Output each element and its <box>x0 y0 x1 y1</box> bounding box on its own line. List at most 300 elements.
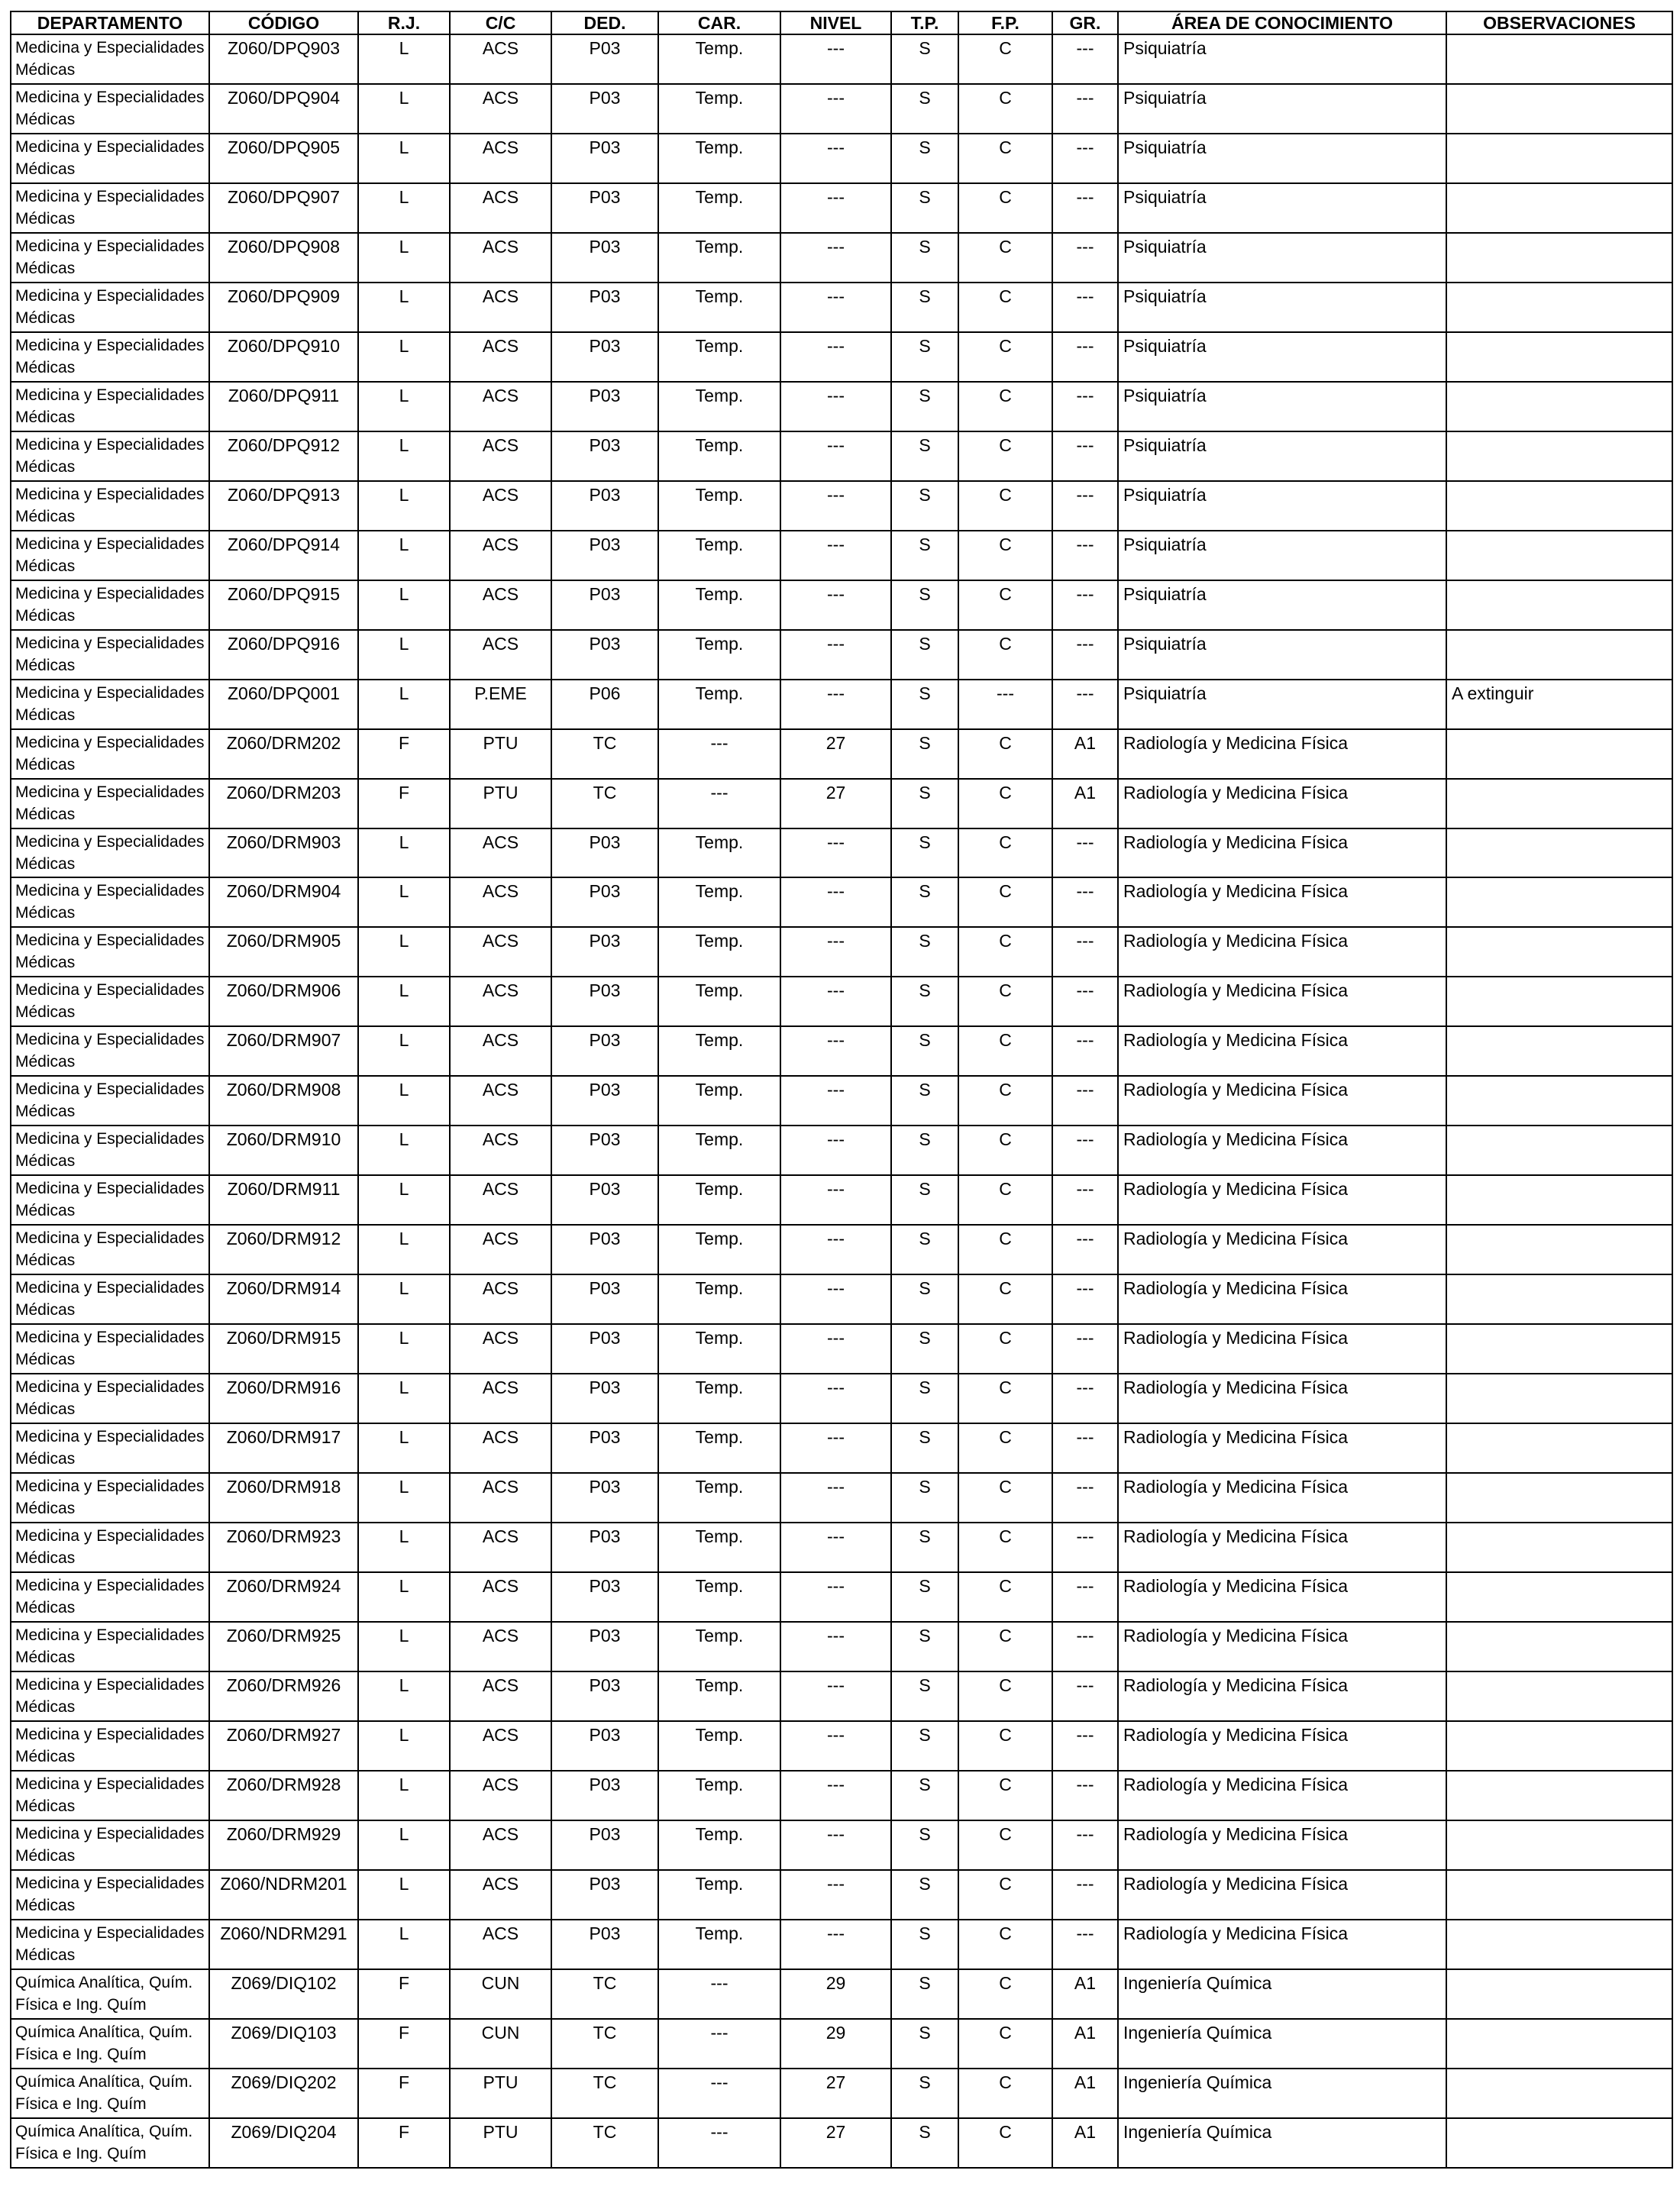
table-row <box>11 927 1672 977</box>
cell-tp: S <box>891 34 958 84</box>
cell-observaciones <box>1446 1572 1672 1622</box>
cell-car: Temp. <box>658 332 780 382</box>
table-row <box>11 1671 1672 1721</box>
cell-car: Temp. <box>658 183 780 233</box>
cell-departamento: Medicina y Especialidades Médicas <box>11 84 209 134</box>
cell-nivel: --- <box>780 1572 891 1622</box>
cell-tp: S <box>891 2019 958 2069</box>
cell-rj: L <box>358 481 450 531</box>
header-ded: DED. <box>551 11 658 34</box>
cell-rj: L <box>358 1374 450 1423</box>
cell-observaciones <box>1446 2019 1672 2069</box>
cell-tp: S <box>891 580 958 630</box>
cell-area: Psiquiatría <box>1118 382 1446 431</box>
cell-area: Radiología y Medicina Física <box>1118 1622 1446 1671</box>
cell-departamento: Medicina y Especialidades Médicas <box>11 183 209 233</box>
cell-fp: C <box>958 1671 1052 1721</box>
cell-area: Ingeniería Química <box>1118 2019 1446 2069</box>
cell-rj: L <box>358 927 450 977</box>
cell-departamento: Medicina y Especialidades Médicas <box>11 531 209 580</box>
table-row <box>11 1820 1672 1870</box>
cell-nivel: --- <box>780 1225 891 1274</box>
table-row <box>11 1920 1672 1969</box>
header-area: ÁREA DE CONOCIMIENTO <box>1118 11 1446 34</box>
cell-tp: S <box>891 1870 958 1920</box>
cell-codigo: Z060/DRM911 <box>209 1175 358 1225</box>
cell-codigo: Z060/DRM914 <box>209 1274 358 1324</box>
cell-car: Temp. <box>658 1523 780 1572</box>
cell-codigo: Z069/DIQ204 <box>209 2118 358 2168</box>
cell-fp: C <box>958 877 1052 927</box>
cell-gr: --- <box>1052 580 1118 630</box>
cell-nivel: --- <box>780 84 891 134</box>
cell-gr: --- <box>1052 630 1118 680</box>
cell-tp: S <box>891 877 958 927</box>
cell-fp: C <box>958 2069 1052 2118</box>
cell-codigo: Z060/NDRM201 <box>209 1870 358 1920</box>
cell-area: Psiquiatría <box>1118 630 1446 680</box>
cell-nivel: 27 <box>780 779 891 828</box>
cell-ded: P03 <box>551 1920 658 1969</box>
cell-codigo: Z060/DPQ911 <box>209 382 358 431</box>
cell-ded: TC <box>551 1969 658 2019</box>
table-row <box>11 1870 1672 1920</box>
cell-observaciones <box>1446 481 1672 531</box>
cell-rj: L <box>358 1920 450 1969</box>
cell-rj: L <box>358 1771 450 1820</box>
table-row <box>11 531 1672 580</box>
cell-ded: TC <box>551 779 658 828</box>
cell-departamento: Medicina y Especialidades Médicas <box>11 134 209 183</box>
cell-observaciones <box>1446 1076 1672 1126</box>
cell-ded: P03 <box>551 1622 658 1671</box>
cell-tp: S <box>891 630 958 680</box>
cell-area: Psiquiatría <box>1118 134 1446 183</box>
cell-fp: C <box>958 1969 1052 2019</box>
cell-ded: P03 <box>551 1026 658 1076</box>
cell-car: --- <box>658 2118 780 2168</box>
table-body <box>11 34 1672 2168</box>
cell-area: Psiquiatría <box>1118 580 1446 630</box>
cell-gr: --- <box>1052 1622 1118 1671</box>
cell-nivel: --- <box>780 927 891 977</box>
cell-nivel: --- <box>780 283 891 332</box>
cell-nivel: --- <box>780 630 891 680</box>
table-row <box>11 2118 1672 2168</box>
cell-rj: F <box>358 2069 450 2118</box>
cell-codigo: Z060/DRM917 <box>209 1423 358 1473</box>
cell-cc: ACS <box>450 927 551 977</box>
cell-fp: C <box>958 34 1052 84</box>
cell-observaciones <box>1446 233 1672 283</box>
cell-cc: ACS <box>450 1374 551 1423</box>
cell-ded: TC <box>551 2118 658 2168</box>
table-row <box>11 2069 1672 2118</box>
cell-nivel: --- <box>780 1671 891 1721</box>
cell-car: Temp. <box>658 1721 780 1771</box>
cell-gr: A1 <box>1052 779 1118 828</box>
cell-ded: P03 <box>551 877 658 927</box>
cell-car: Temp. <box>658 1473 780 1523</box>
cell-car: Temp. <box>658 1076 780 1126</box>
cell-rj: L <box>358 1671 450 1721</box>
cell-observaciones <box>1446 580 1672 630</box>
cell-ded: P03 <box>551 1225 658 1274</box>
cell-departamento: Medicina y Especialidades Médicas <box>11 1423 209 1473</box>
cell-observaciones <box>1446 1920 1672 1969</box>
cell-tp: S <box>891 1820 958 1870</box>
cell-departamento: Medicina y Especialidades Médicas <box>11 1572 209 1622</box>
cell-cc: CUN <box>450 2019 551 2069</box>
cell-nivel: --- <box>780 1324 891 1374</box>
cell-observaciones <box>1446 1969 1672 2019</box>
cell-rj: F <box>358 2019 450 2069</box>
cell-car: --- <box>658 2069 780 2118</box>
cell-codigo: Z060/DPQ905 <box>209 134 358 183</box>
cell-area: Psiquiatría <box>1118 84 1446 134</box>
cell-ded: TC <box>551 729 658 779</box>
cell-rj: L <box>358 1721 450 1771</box>
cell-car: Temp. <box>658 580 780 630</box>
cell-codigo: Z060/DRM918 <box>209 1473 358 1523</box>
table-row <box>11 1225 1672 1274</box>
cell-fp: C <box>958 233 1052 283</box>
cell-fp: C <box>958 2118 1052 2168</box>
cell-tp: S <box>891 1225 958 1274</box>
cell-gr: --- <box>1052 481 1118 531</box>
cell-observaciones <box>1446 2118 1672 2168</box>
cell-ded: P03 <box>551 332 658 382</box>
cell-nivel: --- <box>780 877 891 927</box>
table-row <box>11 183 1672 233</box>
cell-gr: --- <box>1052 1274 1118 1324</box>
cell-ded: P03 <box>551 1572 658 1622</box>
table-row <box>11 1374 1672 1423</box>
cell-codigo: Z060/DPQ914 <box>209 531 358 580</box>
header-codigo: CÓDIGO <box>209 11 358 34</box>
cell-area: Ingeniería Química <box>1118 2069 1446 2118</box>
cell-codigo: Z060/DRM203 <box>209 779 358 828</box>
cell-codigo: Z060/DRM924 <box>209 1572 358 1622</box>
cell-departamento: Medicina y Especialidades Médicas <box>11 630 209 680</box>
table-row <box>11 1324 1672 1374</box>
cell-area: Psiquiatría <box>1118 283 1446 332</box>
cell-car: Temp. <box>658 1622 780 1671</box>
cell-fp: --- <box>958 680 1052 729</box>
cell-area: Radiología y Medicina Física <box>1118 1920 1446 1969</box>
cell-car: Temp. <box>658 481 780 531</box>
cell-gr: --- <box>1052 283 1118 332</box>
cell-fp: C <box>958 84 1052 134</box>
cell-car: Temp. <box>658 382 780 431</box>
cell-nivel: --- <box>780 1175 891 1225</box>
cell-car: Temp. <box>658 531 780 580</box>
cell-fp: C <box>958 2019 1052 2069</box>
cell-departamento: Medicina y Especialidades Médicas <box>11 1324 209 1374</box>
cell-tp: S <box>891 1771 958 1820</box>
cell-departamento: Medicina y Especialidades Médicas <box>11 1473 209 1523</box>
cell-cc: ACS <box>450 84 551 134</box>
cell-gr: --- <box>1052 1473 1118 1523</box>
cell-fp: C <box>958 1622 1052 1671</box>
cell-car: Temp. <box>658 1572 780 1622</box>
cell-nivel: --- <box>780 828 891 878</box>
cell-tp: S <box>891 2118 958 2168</box>
cell-tp: S <box>891 1126 958 1175</box>
cell-ded: P03 <box>551 84 658 134</box>
cell-nivel: --- <box>780 183 891 233</box>
cell-ded: P03 <box>551 1175 658 1225</box>
cell-rj: L <box>358 877 450 927</box>
cell-observaciones <box>1446 1126 1672 1175</box>
header-tp: T.P. <box>891 11 958 34</box>
cell-codigo: Z069/DIQ202 <box>209 2069 358 2118</box>
cell-ded: P03 <box>551 1721 658 1771</box>
cell-rj: L <box>358 1622 450 1671</box>
cell-rj: L <box>358 134 450 183</box>
cell-cc: ACS <box>450 1026 551 1076</box>
table-row <box>11 34 1672 84</box>
cell-gr: --- <box>1052 431 1118 481</box>
cell-departamento: Medicina y Especialidades Médicas <box>11 828 209 878</box>
cell-ded: P03 <box>551 134 658 183</box>
cell-departamento: Medicina y Especialidades Médicas <box>11 1671 209 1721</box>
table-row <box>11 877 1672 927</box>
cell-nivel: 29 <box>780 2019 891 2069</box>
header-gr: GR. <box>1052 11 1118 34</box>
cell-area: Ingeniería Química <box>1118 1969 1446 2019</box>
table-row <box>11 630 1672 680</box>
cell-ded: P03 <box>551 382 658 431</box>
table-row <box>11 481 1672 531</box>
cell-nivel: --- <box>780 382 891 431</box>
cell-observaciones <box>1446 1622 1672 1671</box>
cell-cc: ACS <box>450 877 551 927</box>
header-cc: C/C <box>450 11 551 34</box>
cell-observaciones <box>1446 431 1672 481</box>
cell-observaciones <box>1446 630 1672 680</box>
cell-fp: C <box>958 1076 1052 1126</box>
cell-area: Psiquiatría <box>1118 34 1446 84</box>
cell-gr: A1 <box>1052 2069 1118 2118</box>
cell-departamento: Medicina y Especialidades Médicas <box>11 233 209 283</box>
cell-codigo: Z060/DPQ912 <box>209 431 358 481</box>
cell-nivel: 27 <box>780 729 891 779</box>
cell-nivel: --- <box>780 531 891 580</box>
cell-cc: ACS <box>450 1671 551 1721</box>
cell-codigo: Z060/DRM905 <box>209 927 358 977</box>
cell-nivel: --- <box>780 1374 891 1423</box>
cell-tp: S <box>891 1324 958 1374</box>
cell-tp: S <box>891 1572 958 1622</box>
table-row <box>11 431 1672 481</box>
cell-ded: P03 <box>551 580 658 630</box>
header-car: CAR. <box>658 11 780 34</box>
cell-fp: C <box>958 1473 1052 1523</box>
cell-rj: L <box>358 1572 450 1622</box>
table-row <box>11 1721 1672 1771</box>
cell-nivel: --- <box>780 431 891 481</box>
cell-fp: C <box>958 1423 1052 1473</box>
cell-area: Psiquiatría <box>1118 481 1446 531</box>
cell-car: Temp. <box>658 1820 780 1870</box>
cell-area: Radiología y Medicina Física <box>1118 1820 1446 1870</box>
cell-codigo: Z060/DRM928 <box>209 1771 358 1820</box>
cell-rj: L <box>358 630 450 680</box>
cell-ded: P03 <box>551 1820 658 1870</box>
cell-cc: CUN <box>450 1969 551 2019</box>
cell-departamento: Medicina y Especialidades Médicas <box>11 283 209 332</box>
cell-fp: C <box>958 779 1052 828</box>
cell-fp: C <box>958 183 1052 233</box>
cell-cc: ACS <box>450 1870 551 1920</box>
cell-car: Temp. <box>658 84 780 134</box>
cell-rj: L <box>358 1126 450 1175</box>
cell-codigo: Z060/DPQ904 <box>209 84 358 134</box>
cell-observaciones <box>1446 1324 1672 1374</box>
cell-cc: PTU <box>450 2118 551 2168</box>
cell-ded: P03 <box>551 1423 658 1473</box>
cell-nivel: --- <box>780 1771 891 1820</box>
cell-fp: C <box>958 531 1052 580</box>
cell-area: Psiquiatría <box>1118 531 1446 580</box>
cell-cc: PTU <box>450 729 551 779</box>
table-row <box>11 1274 1672 1324</box>
cell-ded: P03 <box>551 1324 658 1374</box>
cell-departamento: Química Analítica, Quím. Física e Ing. Quím <box>11 2069 209 2118</box>
cell-nivel: 27 <box>780 2118 891 2168</box>
cell-area: Radiología y Medicina Física <box>1118 1523 1446 1572</box>
cell-fp: C <box>958 1820 1052 1870</box>
cell-car: Temp. <box>658 1671 780 1721</box>
cell-gr: --- <box>1052 680 1118 729</box>
cell-observaciones <box>1446 1274 1672 1324</box>
cell-fp: C <box>958 1274 1052 1324</box>
cell-gr: --- <box>1052 1423 1118 1473</box>
table-row <box>11 779 1672 828</box>
cell-cc: ACS <box>450 828 551 878</box>
cell-observaciones <box>1446 382 1672 431</box>
cell-departamento: Medicina y Especialidades Médicas <box>11 1175 209 1225</box>
cell-observaciones <box>1446 828 1672 878</box>
table-row <box>11 1423 1672 1473</box>
cell-rj: L <box>358 283 450 332</box>
cell-ded: P03 <box>551 1473 658 1523</box>
cell-nivel: --- <box>780 1870 891 1920</box>
cell-gr: --- <box>1052 1126 1118 1175</box>
cell-tp: S <box>891 431 958 481</box>
cell-nivel: 29 <box>780 1969 891 2019</box>
cell-car: Temp. <box>658 1175 780 1225</box>
cell-ded: TC <box>551 2019 658 2069</box>
header-observaciones: OBSERVACIONES <box>1446 11 1672 34</box>
table-row <box>11 1473 1672 1523</box>
cell-observaciones <box>1446 1523 1672 1572</box>
cell-observaciones <box>1446 1721 1672 1771</box>
cell-rj: L <box>358 1274 450 1324</box>
cell-departamento: Medicina y Especialidades Médicas <box>11 1622 209 1671</box>
table-row <box>11 84 1672 134</box>
cell-departamento: Medicina y Especialidades Médicas <box>11 1820 209 1870</box>
cell-gr: --- <box>1052 927 1118 977</box>
header-fp: F.P. <box>958 11 1052 34</box>
cell-ded: P03 <box>551 1523 658 1572</box>
cell-codigo: Z060/DRM906 <box>209 977 358 1026</box>
positions-table <box>10 11 1673 2169</box>
cell-gr: A1 <box>1052 2118 1118 2168</box>
cell-gr: --- <box>1052 1771 1118 1820</box>
cell-gr: A1 <box>1052 729 1118 779</box>
cell-nivel: --- <box>780 977 891 1026</box>
cell-car: Temp. <box>658 927 780 977</box>
cell-car: Temp. <box>658 680 780 729</box>
cell-area: Radiología y Medicina Física <box>1118 1225 1446 1274</box>
cell-ded: P03 <box>551 283 658 332</box>
cell-car: Temp. <box>658 233 780 283</box>
cell-tp: S <box>891 183 958 233</box>
cell-nivel: --- <box>780 1076 891 1126</box>
cell-nivel: --- <box>780 233 891 283</box>
cell-rj: L <box>358 580 450 630</box>
cell-area: Radiología y Medicina Física <box>1118 977 1446 1026</box>
cell-cc: ACS <box>450 431 551 481</box>
cell-rj: F <box>358 729 450 779</box>
cell-rj: L <box>358 1026 450 1076</box>
cell-nivel: --- <box>780 134 891 183</box>
cell-car: Temp. <box>658 283 780 332</box>
cell-codigo: Z060/DRM907 <box>209 1026 358 1076</box>
cell-departamento: Química Analítica, Quím. Física e Ing. Quím <box>11 1969 209 2019</box>
cell-area: Radiología y Medicina Física <box>1118 1572 1446 1622</box>
cell-ded: P03 <box>551 531 658 580</box>
cell-observaciones <box>1446 531 1672 580</box>
cell-ded: P03 <box>551 1671 658 1721</box>
table-row <box>11 580 1672 630</box>
cell-ded: P06 <box>551 680 658 729</box>
cell-area: Radiología y Medicina Física <box>1118 1721 1446 1771</box>
cell-gr: --- <box>1052 1721 1118 1771</box>
cell-codigo: Z060/DRM912 <box>209 1225 358 1274</box>
cell-nivel: --- <box>780 332 891 382</box>
cell-fp: C <box>958 1870 1052 1920</box>
cell-observaciones <box>1446 1374 1672 1423</box>
cell-fp: C <box>958 1572 1052 1622</box>
cell-area: Radiología y Medicina Física <box>1118 729 1446 779</box>
cell-cc: ACS <box>450 134 551 183</box>
cell-codigo: Z069/DIQ102 <box>209 1969 358 2019</box>
cell-tp: S <box>891 481 958 531</box>
cell-tp: S <box>891 233 958 283</box>
cell-observaciones <box>1446 1225 1672 1274</box>
table-row <box>11 729 1672 779</box>
cell-codigo: Z060/DPQ909 <box>209 283 358 332</box>
cell-nivel: --- <box>780 580 891 630</box>
cell-departamento: Medicina y Especialidades Médicas <box>11 1721 209 1771</box>
cell-area: Psiquiatría <box>1118 233 1446 283</box>
cell-departamento: Medicina y Especialidades Médicas <box>11 1523 209 1572</box>
cell-cc: ACS <box>450 1473 551 1523</box>
header-nivel: NIVEL <box>780 11 891 34</box>
cell-car: Temp. <box>658 1126 780 1175</box>
cell-cc: PTU <box>450 2069 551 2118</box>
cell-area: Radiología y Medicina Física <box>1118 1324 1446 1374</box>
cell-tp: S <box>891 134 958 183</box>
cell-tp: S <box>891 1076 958 1126</box>
table-row <box>11 1523 1672 1572</box>
cell-ded: P03 <box>551 183 658 233</box>
cell-ded: TC <box>551 2069 658 2118</box>
cell-tp: S <box>891 2069 958 2118</box>
